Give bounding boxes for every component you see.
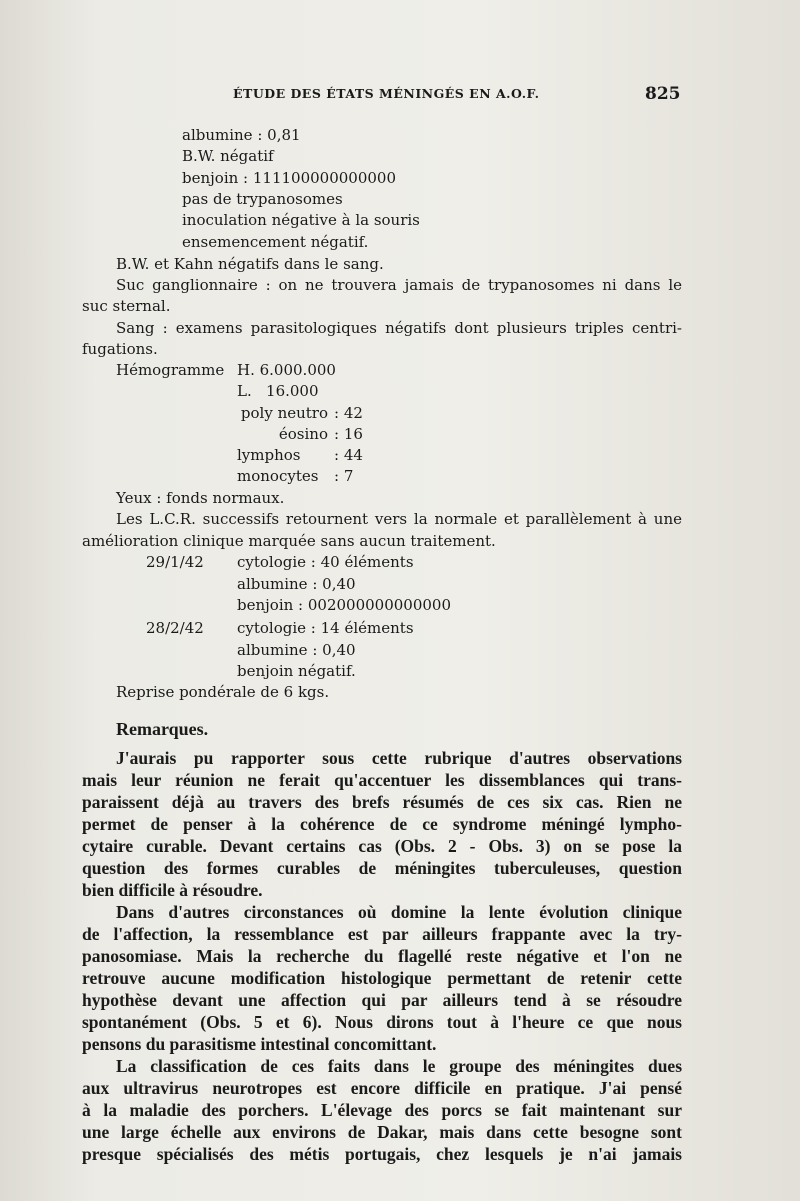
body-line: question des formes curables de méningites tuberculeuses, question — [82, 858, 682, 878]
date2-line: cytologie : 14 éléments — [237, 619, 414, 637]
body-line: aux ultravirus neurotropes est encore difficile en pratique. J'ai pensé — [82, 1078, 682, 1098]
body-line: pensons du parasitisme intestinal concomittant. — [82, 1034, 437, 1054]
lcr-line: amélioration clinique marquée sans aucun traitement. — [82, 532, 496, 550]
yeux-line: Yeux : fonds normaux. — [116, 489, 285, 507]
body-line: panosomiase. Mais la recherche du flagellé reste négative et l'on ne — [82, 946, 682, 966]
suc-line: Suc ganglionnaire : on ne trouvera jamais de trypanosomes ni dans le — [116, 276, 682, 294]
body-line: permet de penser à la cohérence de ce syndrome méningé lympho- — [82, 814, 682, 834]
suc-line: suc sternal. — [82, 297, 171, 315]
body-line: paraissent déjà au travers des brefs résumés de ces six cas. Rien ne — [82, 792, 682, 812]
body-line: Dans d'autres circonstances où domine la lente évolution clinique — [116, 902, 682, 922]
date1-line: cytologie : 40 éléments — [237, 553, 414, 571]
body-line: retrouve aucune modification histologique permettant de retenir cette — [82, 968, 682, 988]
hemogram-l: L. 16.000 — [237, 382, 319, 400]
lab1-line: benjoin : 111100000000000 — [182, 169, 397, 187]
body-line: une large échelle aux environs de Dakar, mais dans cette besogne sont — [82, 1122, 682, 1142]
hemogram-label: Hémogramme — [116, 361, 225, 379]
section-title: Remarques. — [116, 719, 209, 739]
body-line: La classification de ces faits dans le groupe des méningites dues — [116, 1056, 682, 1076]
lab1-line: pas de trypanosomes — [182, 190, 343, 208]
hemogram-row-name: poly neutro — [240, 404, 328, 422]
sang-line: fugations. — [82, 340, 158, 358]
hemogram-row-value: : 7 — [334, 467, 354, 485]
body-line: bien difficile à résoudre. — [82, 880, 263, 900]
hemogram-row-value: : 42 — [334, 404, 363, 422]
date2-line: albumine : 0,40 — [237, 641, 356, 659]
running-title: ÉTUDE DES ÉTATS MÉNINGÉS EN A.O.F. — [233, 86, 540, 101]
lab1-line: ensemencement négatif. — [182, 233, 369, 251]
date1-line: benjoin : 002000000000000 — [237, 596, 452, 614]
body-line: de l'affection, la ressemblance est par ailleurs frappante avec la try- — [82, 924, 682, 944]
hemogram-row-value: : 16 — [334, 425, 363, 443]
body-line: hypothèse devant une affection qui par ailleurs tend à se résoudre — [82, 990, 682, 1010]
body-line: spontanément (Obs. 5 et 6). Nous dirons tout à l'heure ce que nous — [82, 1012, 682, 1032]
body-line: cytaire curable. Devant certains cas (Obs. 2 - Obs. 3) on se pose la — [82, 836, 682, 856]
reprise-line: Reprise pondérale de 6 kgs. — [116, 683, 330, 701]
hemogram-row-value: : 44 — [334, 446, 363, 464]
hemogram-row-name: lymphos — [237, 446, 301, 464]
lcr-line: Les L.C.R. successifs retournent vers la normale et parallèlement à une — [116, 510, 682, 528]
body-line: presque spécialisés des métis portugais, chez lesquels je n'ai jamais — [82, 1144, 682, 1164]
body-line: à la maladie des porchers. L'élevage des porcs se fait maintenant sur — [82, 1100, 682, 1120]
hemogram-row-name: monocytes — [237, 467, 319, 485]
lab1-line: B.W. négatif — [182, 147, 274, 165]
hemogram-h: H. 6.000.000 — [237, 361, 336, 379]
date1-line: albumine : 0,40 — [237, 575, 356, 593]
date-2: 28/2/42 — [146, 619, 204, 637]
hemogram-row-name: éosino — [278, 425, 328, 443]
date-1: 29/1/42 — [146, 553, 204, 571]
page-number: 825 — [645, 84, 681, 104]
lab1-line: albumine : 0,81 — [182, 126, 301, 144]
sang-line: Sang : examens parasitologiques négatifs dont plusieurs triples centri- — [116, 319, 682, 337]
body-line: mais leur réunion ne ferait qu'accentuer les dissemblances qui trans- — [82, 770, 682, 790]
date2-line: benjoin négatif. — [237, 662, 356, 680]
body-line: J'aurais pu rapporter sous cette rubrique d'autres observations — [116, 748, 682, 768]
lab1-line: inoculation négative à la souris — [182, 211, 420, 229]
bw-kahn-line: B.W. et Kahn négatifs dans le sang. — [116, 255, 384, 273]
